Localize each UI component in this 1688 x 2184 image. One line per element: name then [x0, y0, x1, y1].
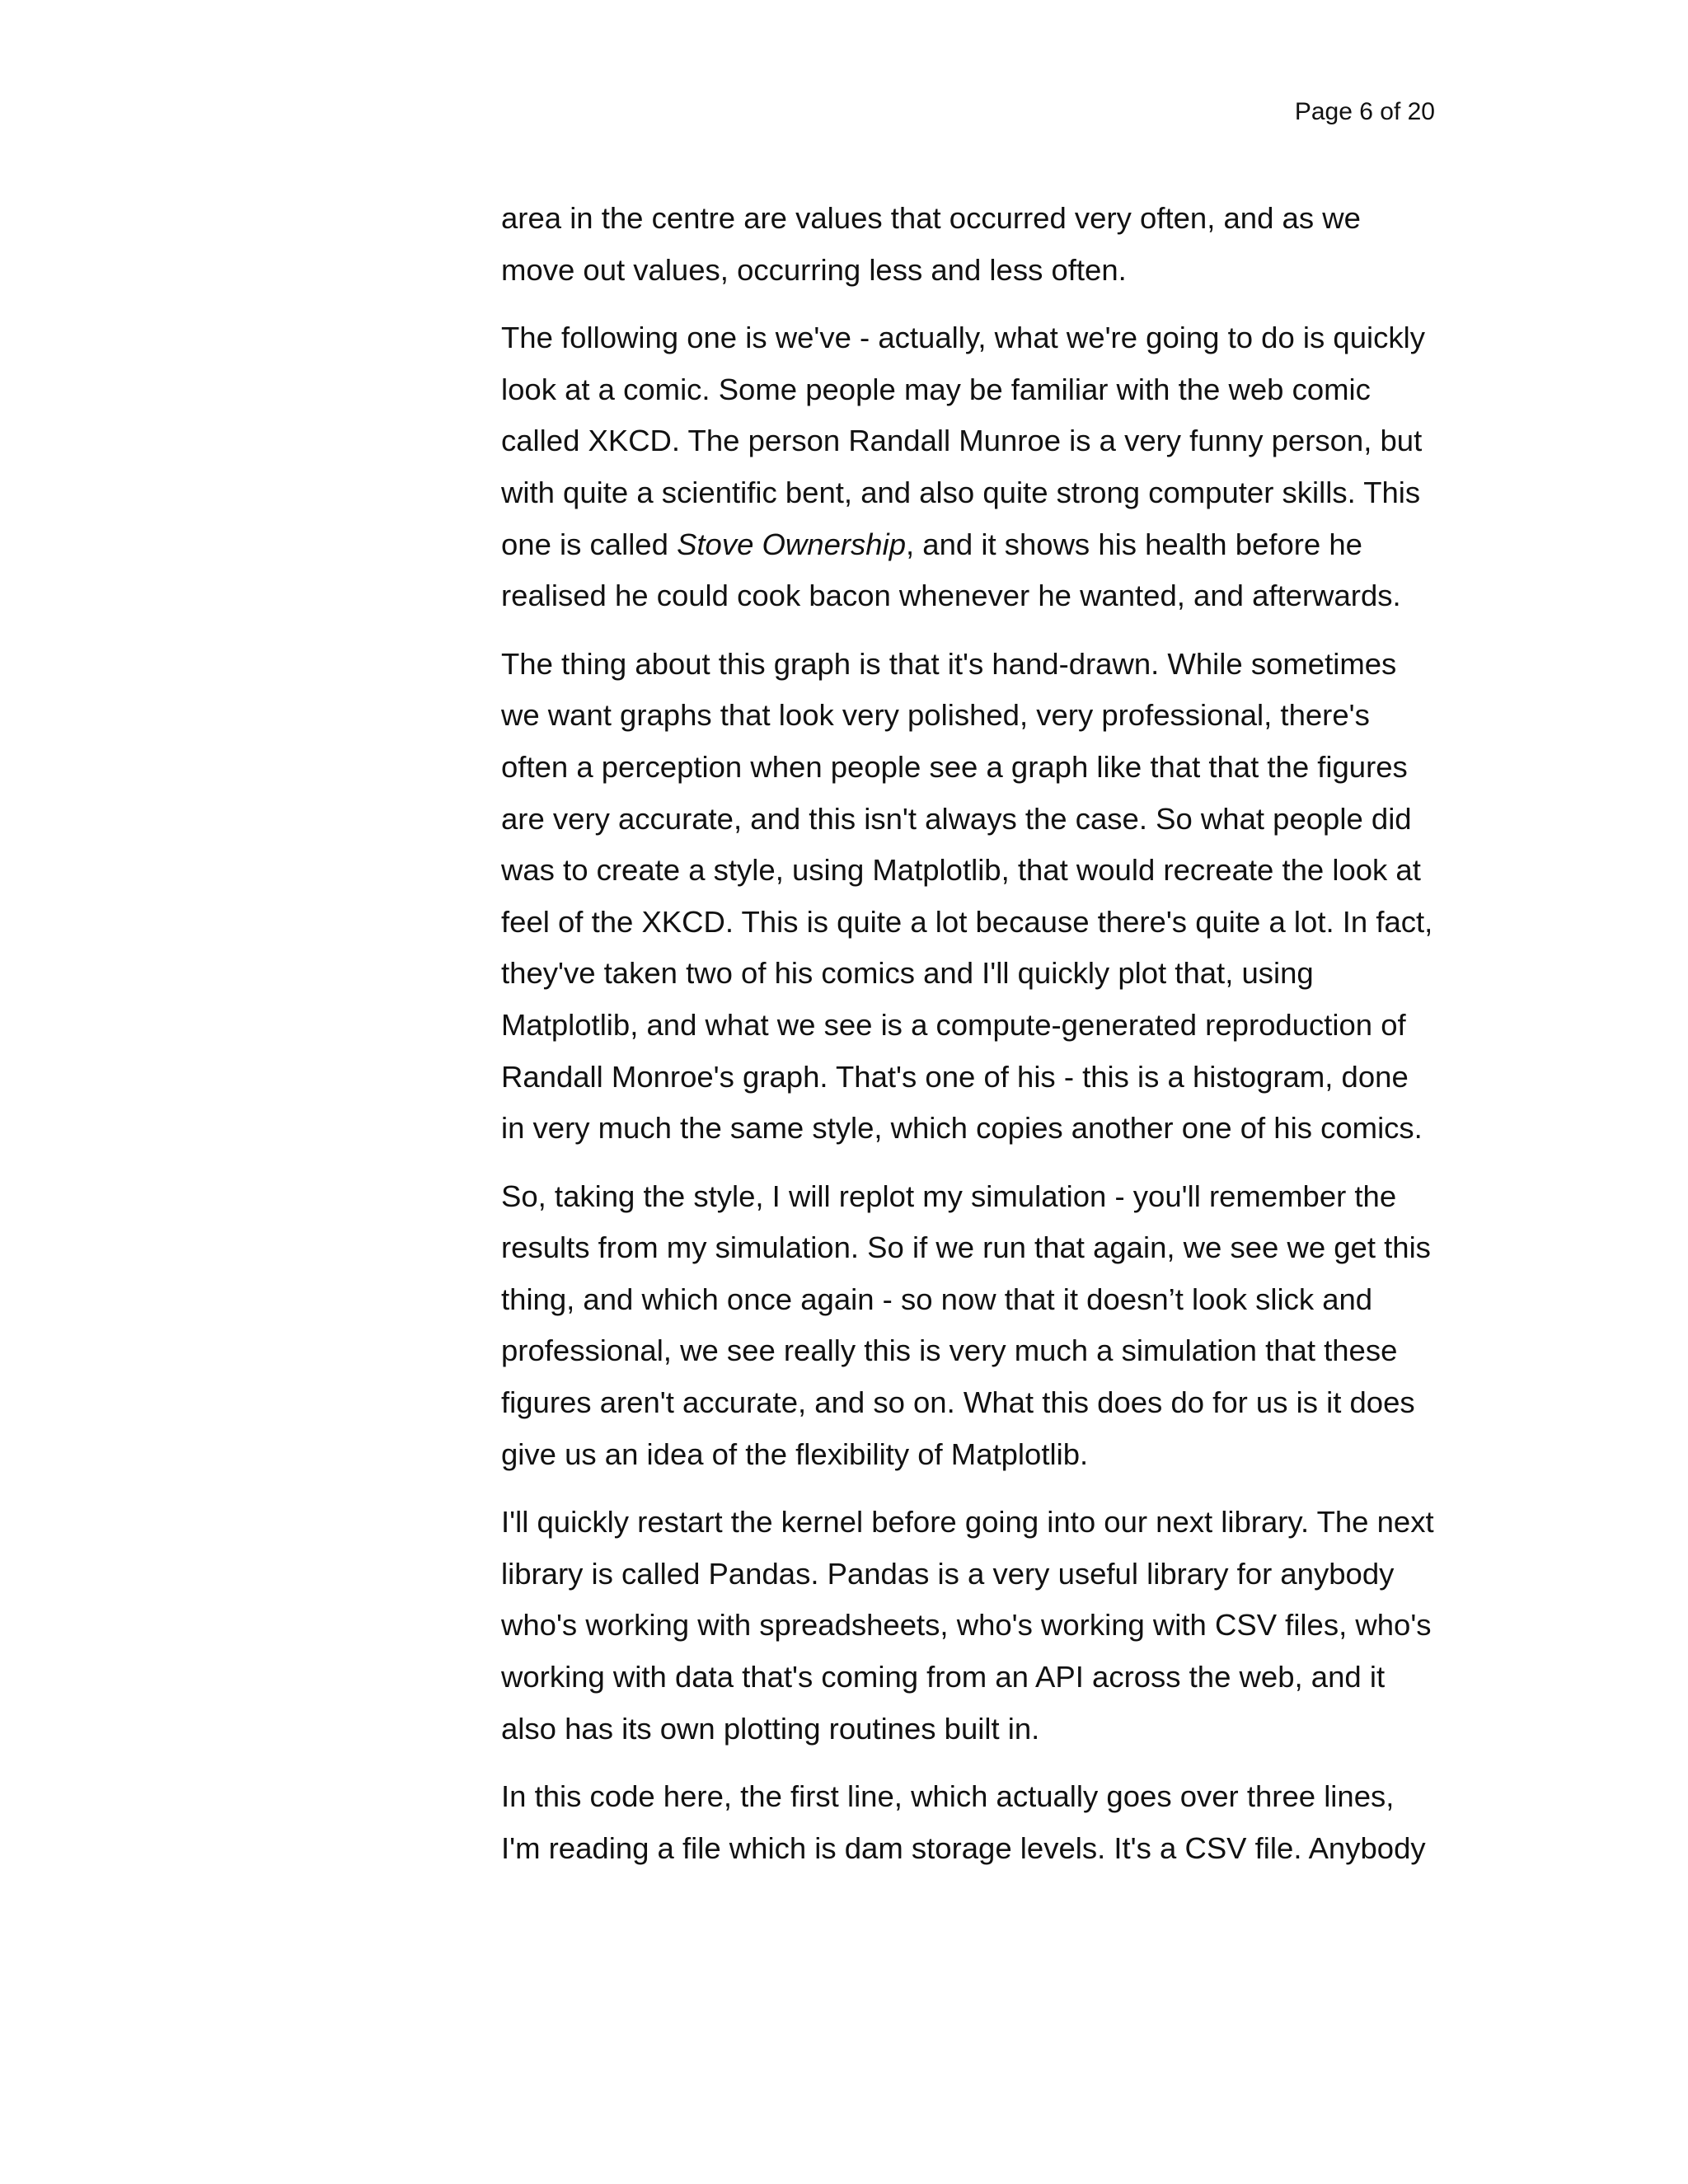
text-line: I'm reading a file which is dam storage levels. It's a CSV file. Anybody — [501, 1830, 1426, 1865]
text-line: look at a comic. Some people may be familiar with the web comic — [501, 372, 1371, 406]
text-line: The thing about this graph is that it's hand-drawn. While sometimes — [501, 646, 1397, 681]
text-line: who's working with spreadsheets, who's working with CSV files, who's — [501, 1608, 1432, 1643]
paragraph-6 — [501, 1771, 1441, 1874]
comic-title: Stove Ownership — [677, 527, 907, 561]
text-line-with-title — [501, 519, 1441, 571]
text-line: also has its own plotting routines built in. — [501, 1711, 1040, 1746]
page-number: Page 6 of 20 — [1294, 98, 1435, 125]
text-line: in very much the same style, which copies another one of his comics. — [501, 1111, 1423, 1146]
text-line: In this code here, the first line, which actually goes over three lines, — [501, 1779, 1395, 1814]
text-line: working with data that's coming from an API across the web, and it — [501, 1660, 1386, 1694]
text-line: called XKCD. The person Randall Munroe is a very funny person, but — [501, 424, 1423, 458]
text-line: Randall Monroe's graph. That's one of his - this is a histogram, done — [501, 1059, 1409, 1094]
text-line: So, taking the style, I will replot my simulation - you'll remember the — [501, 1179, 1397, 1213]
text-line: library is called Pandas. Pandas is a very useful library for anybody — [501, 1556, 1395, 1591]
paragraph-4 — [501, 1171, 1441, 1481]
text-segment: , and it shows his health before he — [906, 527, 1362, 561]
text-segment: one is called — [501, 527, 678, 561]
text-line: give us an idea of the flexibility of Matplotlib. — [501, 1436, 1089, 1471]
text-line: results from my simulation. So if we run that again, we see we get this — [501, 1230, 1431, 1265]
text-line: we want graphs that look very polished, very professional, there's — [501, 698, 1370, 733]
text-line: are very accurate, and this isn't always the case. So what people did — [501, 801, 1412, 836]
text-line: Matplotlib, and what we see is a compute-generated reproduction of — [501, 1007, 1406, 1042]
text-line: area in the centre are values that occurred very often, and as we — [501, 201, 1361, 235]
text-line: realised he could cook bacon whenever he wanted, and afterwards. — [501, 579, 1401, 613]
document-body — [501, 193, 1441, 1891]
text-line: they've taken two of his comics and I'll quickly plot that, using — [501, 956, 1314, 991]
text-line: move out values, occurring less and less often. — [501, 252, 1127, 287]
text-line: with quite a scientific bent, and also quite strong computer skills. This — [501, 475, 1421, 509]
text-line: was to create a style, using Matplotlib, that would recreate the look at — [501, 853, 1421, 888]
text-line: often a perception when people see a graph like that that the figures — [501, 749, 1408, 784]
paragraph-2 — [501, 312, 1441, 622]
text-line: thing, and which once again - so now that it doesn’t look slick and — [501, 1282, 1373, 1316]
text-line: professional, we see really this is very much a simulation that these — [501, 1333, 1398, 1368]
text-line: I'll quickly restart the kernel before going into our next library. The next — [501, 1505, 1434, 1540]
paragraph-3 — [501, 639, 1441, 1155]
text-line: figures aren't accurate, and so on. What this does do for us is it does — [501, 1385, 1415, 1420]
text-line: feel of the XKCD. This is quite a lot because there's quite a lot. In fact, — [501, 904, 1433, 939]
paragraph-5 — [501, 1497, 1441, 1755]
paragraph-1 — [501, 193, 1441, 296]
text-line: The following one is we've - actually, what we're going to do is quickly — [501, 321, 1425, 355]
